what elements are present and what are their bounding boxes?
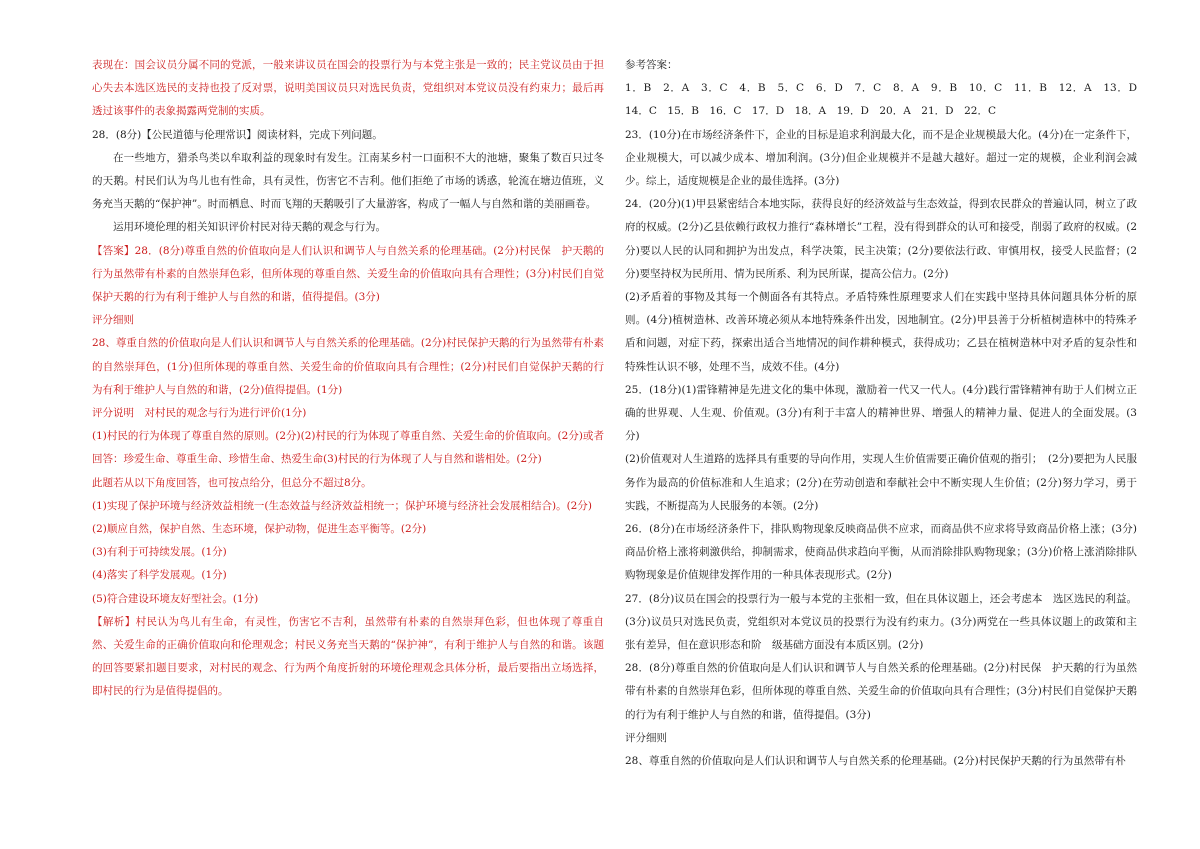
right-paragraph: 评分细则 <box>625 731 667 744</box>
left-column <box>92 54 604 704</box>
left-paragraph: (5)符合建设环境友好型社会。(1分) <box>92 592 259 605</box>
left-paragraph: 【答案】28．(8分)尊重自然的价值取向是人们认识和调节人与自然关系的伦理基础。(2分)村民保 护天鹅的行为虽然带有朴素的自然崇拜色彩，但所体现的尊重自然、关爱生命的价值取向具有合理性；(3分)村民们自觉保护天鹅的行为有利于维护人与自然的和谐，值得提倡。(3分) <box>92 244 604 304</box>
left-paragraph: 28．(8分)【公民道德与伦理常识】阅读材料，完成下列问题。 <box>92 128 383 141</box>
left-paragraph: (2)顺应自然，保护自然、生态环境，保护动物，促进生态平衡等。(2分) <box>92 523 427 536</box>
right-paragraph: 24．(20分)(1)甲县紧密结合本地实际，获得良好的经济效益与生态效益，得到农民群众的普遍认同，树立了政府的权威。(2分)乙县依赖行政权力推行“森林增长”工程，没有得到群众的认可和接受，削弱了政府的权威。(2分)要以人民的认同和拥护为出发点，科学决策，民主决策；(2分)要依法行政、审慎用权，接受人民监督；(2分)要坚持权为民所用、情为民所系、利为民所谋，提高公信力。(2分) <box>625 198 1137 280</box>
right-paragraph: 23．(10分)在市场经济条件下，企业的目标是追求利润最大化，而不是企业规模最大化。(4分)在一定条件下，企业规模大，可以减少成本、增加利润。(3分)但企业规模并不是越大越好。超过一定的规模，企业利润会减少。综上，适度规模是企业的最佳选择。(3分) <box>625 128 1137 188</box>
left-paragraph: 【解析】村民认为鸟儿有生命，有灵性，伤害它不吉利，虽然带有朴素的自然崇拜色彩，但也体现了尊重自然、关爱生命的正确价值取向和伦理观念；村民义务充当天鹅的“保护神”，有利于维护人与自然的和谐。该题的回答要紧扣题目要求，对村民的观念、行为两个角度折射的环境伦理观念具体分析，最后要指出立场选择，即村民的行为是值得提倡的。 <box>92 615 604 698</box>
right-paragraph: 28．(8分)尊重自然的价值取向是人们认识和调节人与自然关系的伦理基础。(2分)村民保 护天鹅的行为虽然带有朴素的自然崇拜色彩，但所体现的尊重自然、关爱生命的价值取向具有合理性；(3分)村民们自觉保护天鹅的行为有利于维护人与自然的和谐，值得提倡。(3分) <box>625 662 1137 721</box>
left-paragraph: 评分细则 <box>92 314 134 327</box>
right-paragraph: 27．(8分)议员在国会的投票行为一般与本党的主张相一致，但在具体议题上，还会考虑本 选区选民的利益。(3分)议员只对选民负责，党组织对本党议员的投票行为没有约束力。(3分)两党在一些具体议题上的政策和主张有差异，但在意识形态和阶 级基础方面没有本质区别。(2分) <box>625 592 1137 652</box>
right-paragraph: 参考答案： <box>625 59 678 71</box>
left-paragraph: (1)村民的行为体现了尊重自然的原则。(2分)(2)村民的行为体现了尊重自然、关爱生命的价值取向。(2分)或者回答：珍爱生命、尊重生命、珍惜生命、热爱生命(3)村民的行为体现了人与自然和谐相处。(2分) <box>92 430 604 466</box>
right-paragraph: (2)矛盾着的事物及其每一个侧面各有其特点。矛盾特殊性原理要求人们在实践中坚持具体问题具体分析的原则。(4分)植树造林、改善环境必须从本地特殊条件出发，因地制宜。(2分)甲县善于分析植树造林中的特殊矛盾和问题，对症下药，探索出适合当地情况的间作耕种模式，获得成功；乙县在植树造林中对矛盾的复杂性和特殊性认识不够，处理不当，成效不佳。(4分) <box>625 291 1137 373</box>
left-paragraph: 此题若从以下角度回答，也可按点给分，但总分不超过8分。 <box>92 476 372 489</box>
left-paragraph: 表现在：国会议员分属不同的党派，一般来讲议员在国会的投票行为与本党主张是一致的；民主党议员由于担心失去本选区选民的支持也投了反对票，说明美国议员只对选民负责，党组织对本党议员没有约束力；最后再透过该事件的表象揭露两党制的实质。 <box>92 59 604 118</box>
right-paragraph: 28、尊重自然的价值取向是人们认识和调节人与自然关系的伦理基础。(2分)村民保护天鹅的行为虽然带有朴 <box>625 755 1126 768</box>
left-paragraph: 评分说明 对村民的观念与行为进行评价(1分) <box>92 407 307 420</box>
right-column <box>625 54 1148 773</box>
right-paragraph: 1．B 2．A 3．C 4．B 5．C 6．D 7．C 8．A 9．B 10．C 11．B 12．A 13．D 14．C 15．B 16．C 17．D 18．A 19．D 20．A 21．D 22．C <box>625 82 1148 118</box>
left-paragraph: (4)落实了科学发展观。(1分) <box>92 569 227 582</box>
left-paragraph: (1)实现了保护环境与经济效益相统一(生态效益与经济效益相统一；保护环境与经济社会发展相结合)。(2分) <box>92 499 592 512</box>
right-paragraph: 26．(8分)在市场经济条件下，排队购物现象反映商品供不应求，而商品供不应求将导致商品价格上涨；(3分)商品价格上涨将刺激供给，抑制需求，使商品供求趋向平衡，从而消除排队购物现象；(3分)价格上涨消除排队购物现象是价值规律发挥作用的一种具体表现形式。(2分) <box>625 523 1137 582</box>
right-paragraph: 25．(18分)(1)雷锋精神是先进文化的集中体现，激励着一代又一代人。(4分)践行雷锋精神有助于人们树立正确的世界观、人生观、价值观。(3分)有利于丰富人的精神世界、增强人的精神力量、促进人的全面发展。(3分) <box>625 383 1137 443</box>
left-paragraph: (3)有利于可持续发展。(1分) <box>92 546 227 559</box>
left-paragraph: 运用环境伦理的相关知识评价村民对待天鹅的观念与行为。 <box>113 221 386 234</box>
right-paragraph: (2)价值观对人生道路的选择具有重要的导向作用，实现人生价值需要正确价值观的指引； (2分)要把为人民服务作为最高的价值标准和人生追求；(2分)在劳动创造和奉献社会中不断实现人生价值；(2分)努力学习，勇于实践，不断提高为人民服务的本领。(2分) <box>625 453 1137 512</box>
left-paragraph: 在一些地方，猎杀鸟类以牟取利益的现象时有发生。江南某乡村一口面积不大的池塘，聚集了数百只过冬的天鹅。村民们认为鸟儿也有性命，具有灵性，伤害它不吉利。他们拒绝了市场的诱惑，轮流在塘边值班，义务充当天鹅的“保护神”。时而栖息、时而飞翔的天鹅吸引了大量游客，构成了一幅人与自然和谐的美丽画卷。 <box>92 151 604 211</box>
left-paragraph: 28、尊重自然的价值取向是人们认识和调节人与自然关系的伦理基础。(2分)村民保护天鹅的行为虽然带有朴素的自然崇拜色，(1分)但所体现的尊重自然、关爱生命的价值取向具有合理性；(2分)村民们自觉保护天鹅的行为有利于维护人与自然的和谐，(2分)值得提倡。(1分) <box>92 337 604 396</box>
